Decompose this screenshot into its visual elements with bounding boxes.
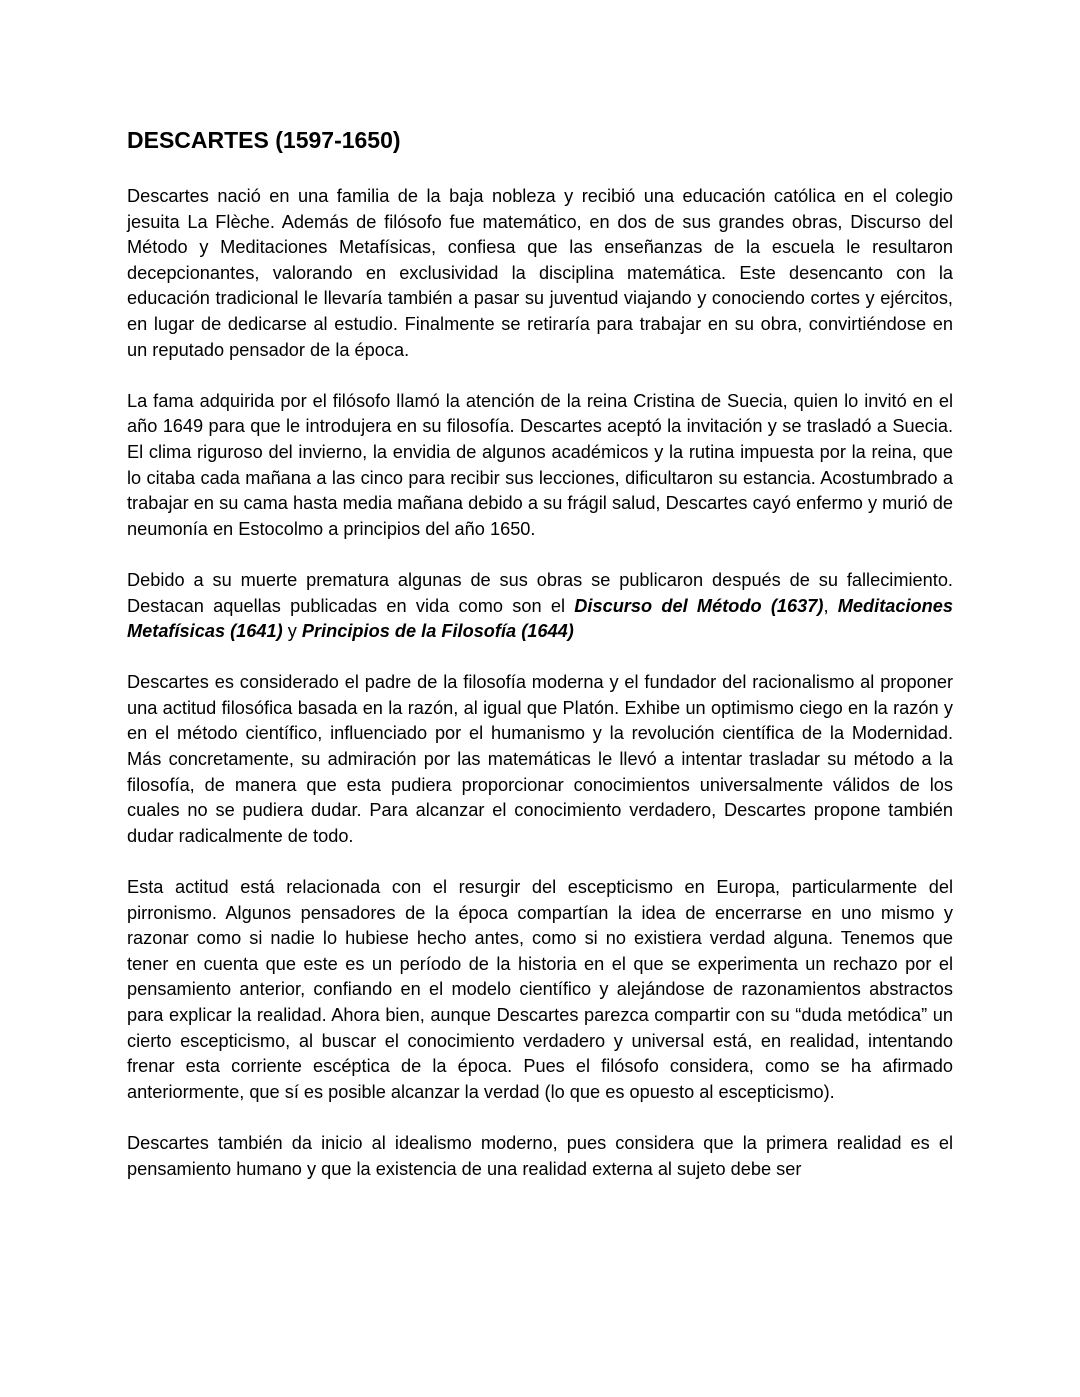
works-conjunction: y (282, 621, 302, 642)
paragraph-sweden: La fama adquirida por el filósofo llamó la atención de la reina Cristina de Suecia, quien lo invitó en el año 1649 para que le introdujera en su filosofía. Descartes aceptó la invitación y se trasladó a Suecia. El clima riguroso del invierno, la envidia de algunos académicos y la rutina impuesta por la reina, que lo citaba cada mañana a las cinco para recibir sus lecciones, dificultaron su estancia. Acostumbrado a trabajar en su cama hasta media mañana debido a su frágil salud, Descartes cayó enfermo y murió de neumonía en Estocolmo a principios del año 1650. (127, 390, 953, 539)
work-discurso: Discurso del Método (1637) (574, 595, 824, 616)
paragraph-idealism: Descartes también da inicio al idealismo moderno, pues considera que la primera realidad es el pensamiento humano y que la existencia de una realidad externa al sujeto debe ser (127, 1132, 953, 1179)
paragraph-works (127, 568, 953, 645)
paragraph-biography: Descartes nació en una familia de la baja nobleza y recibió una educación católica en el colegio jesuita La Flèche. Además de filósofo fue matemático, en dos de sus grandes obras, Discurso del Método y Meditaciones Metafísicas, confiesa que las enseñanzas de la escuela le resultaron decepcionantes, valorando en exclusividad la disciplina matemática. Este desencanto con la educación tradicional le llevaría también a pasar su juventud viajando y conociendo cortes y ejércitos, en lugar de dedicarse al estudio. Finalmente se retiraría para trabajar en su obra, convirtiéndose en un reputado pensador de la época. (127, 186, 953, 360)
works-intro: Debido a su muerte prematura algunas de sus obras se publicaron después de su fallecimiento. Destacan aquellas publicadas en vida como son el (127, 569, 953, 616)
work-principios: Principios de la Filosofía (1644) (301, 621, 574, 642)
work-meditaciones: Meditaciones Metafísicas (1641) (127, 595, 953, 642)
document-page (127, 123, 953, 1208)
paragraph-skepticism: Esta actitud está relacionada con el resurgir del escepticismo en Europa, particularmente del pirronismo. Algunos pensadores de la época compartían la idea de encerrarse en uno mismo y razonar como si nadie lo hubiese hecho antes, como si no existiera verdad alguna. Tenemos que tener en cuenta que este es un período de la historia en el que se experimenta un rechazo por el pensamiento anterior, confiando en el modelo científico y alejándose de razonamientos abstractos para explicar la realidad. Ahora bien, aunque Descartes parezca compartir con su “duda metódica” un cierto escepticismo, al buscar el conocimiento verdadero y universal está, en realidad, intentando frenar esta corriente escéptica de la época. Pues el filósofo considera, como se ha afirmado anteriormente, que sí es posible alcanzar la verdad (lo que es opuesto al escepticismo). (127, 877, 953, 1102)
works-separator: , (823, 595, 838, 616)
document-title: DESCARTES (1597-1650) (127, 127, 401, 153)
paragraph-rationalism: Descartes es considerado el padre de la filosofía moderna y el fundador del racionalismo al proponer una actitud filosófica basada en la razón, al igual que Platón. Exhibe un optimismo ciego en la razón y en el método científico, influenciado por el humanismo y la revolución científica de la Modernidad. Más concretamente, su admiración por las matemáticas le llevó a intentar trasladar su método a la filosofía, de manera que esta pudiera proporcionar conocimientos universalmente válidos de los cuales no se pudiera dudar. Para alcanzar el conocimiento verdadero, Descartes propone también dudar radicalmente de todo. (127, 672, 953, 846)
